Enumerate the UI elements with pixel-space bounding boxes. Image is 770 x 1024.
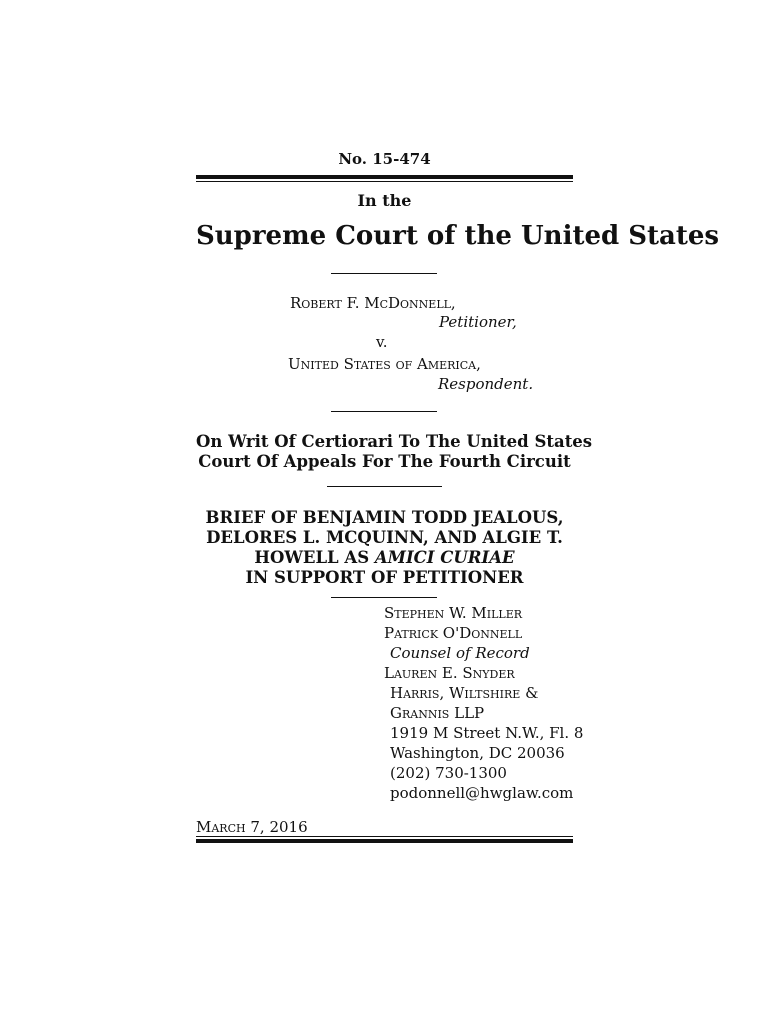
- brief-title-line-3: [196, 548, 573, 567]
- filing-date: March 7, 2016: [196, 818, 308, 836]
- address-line-2: Washington, DC 20036: [390, 744, 565, 762]
- email-address: podonnell@hwglaw.com: [390, 784, 574, 802]
- phone-number: (202) 730-1300: [390, 764, 507, 782]
- court-name: Supreme Court of the United States: [196, 221, 720, 251]
- petitioner-name: Robert F. McDonnell,: [290, 294, 456, 312]
- attorney-3: Lauren E. Snyder: [384, 664, 515, 682]
- brief-title-line-2: DELORES L. MCQUINN, AND ALGIE T.: [206, 528, 563, 547]
- attorney-2: Patrick O'Donnell: [384, 624, 523, 642]
- separator-rule: [331, 411, 437, 412]
- brief-title-line-3-prefix: HOWELL AS: [254, 548, 375, 567]
- brief-title-line-1: BRIEF OF BENJAMIN TODD JEALOUS,: [205, 508, 564, 527]
- brief-title-line-4: IN SUPPORT OF PETITIONER: [245, 568, 524, 587]
- attorney-1: Stephen W. Miller: [384, 604, 523, 622]
- counsel-block: [384, 603, 583, 803]
- respondent-name: United States of America,: [288, 355, 481, 373]
- top-double-rule: [196, 175, 573, 182]
- respondent-role: Respondent.: [438, 375, 534, 393]
- bottom-double-rule: [196, 836, 573, 843]
- firm-name-line-1: Harris, Wiltshire &: [390, 684, 539, 702]
- writ-line-2: Court Of Appeals For The Fourth Circuit: [198, 452, 571, 471]
- writ-line-1: On Writ Of Certiorari To The United States: [196, 432, 593, 451]
- petitioner-role: Petitioner,: [439, 313, 517, 331]
- in-the-heading: In the: [357, 191, 412, 210]
- address-line-1: 1919 M Street N.W., Fl. 8: [390, 724, 584, 742]
- separator-rule: [327, 486, 442, 487]
- separator-rule: [331, 273, 437, 274]
- counsel-of-record-label: Counsel of Record: [390, 644, 530, 662]
- firm-name-line-2: Grannis LLP: [390, 704, 485, 722]
- versus-label: v.: [376, 333, 388, 351]
- amici-curiae-text: AMICI CURIAE: [374, 548, 515, 567]
- docket-number: No. 15-474: [338, 150, 431, 168]
- separator-rule: [331, 597, 437, 598]
